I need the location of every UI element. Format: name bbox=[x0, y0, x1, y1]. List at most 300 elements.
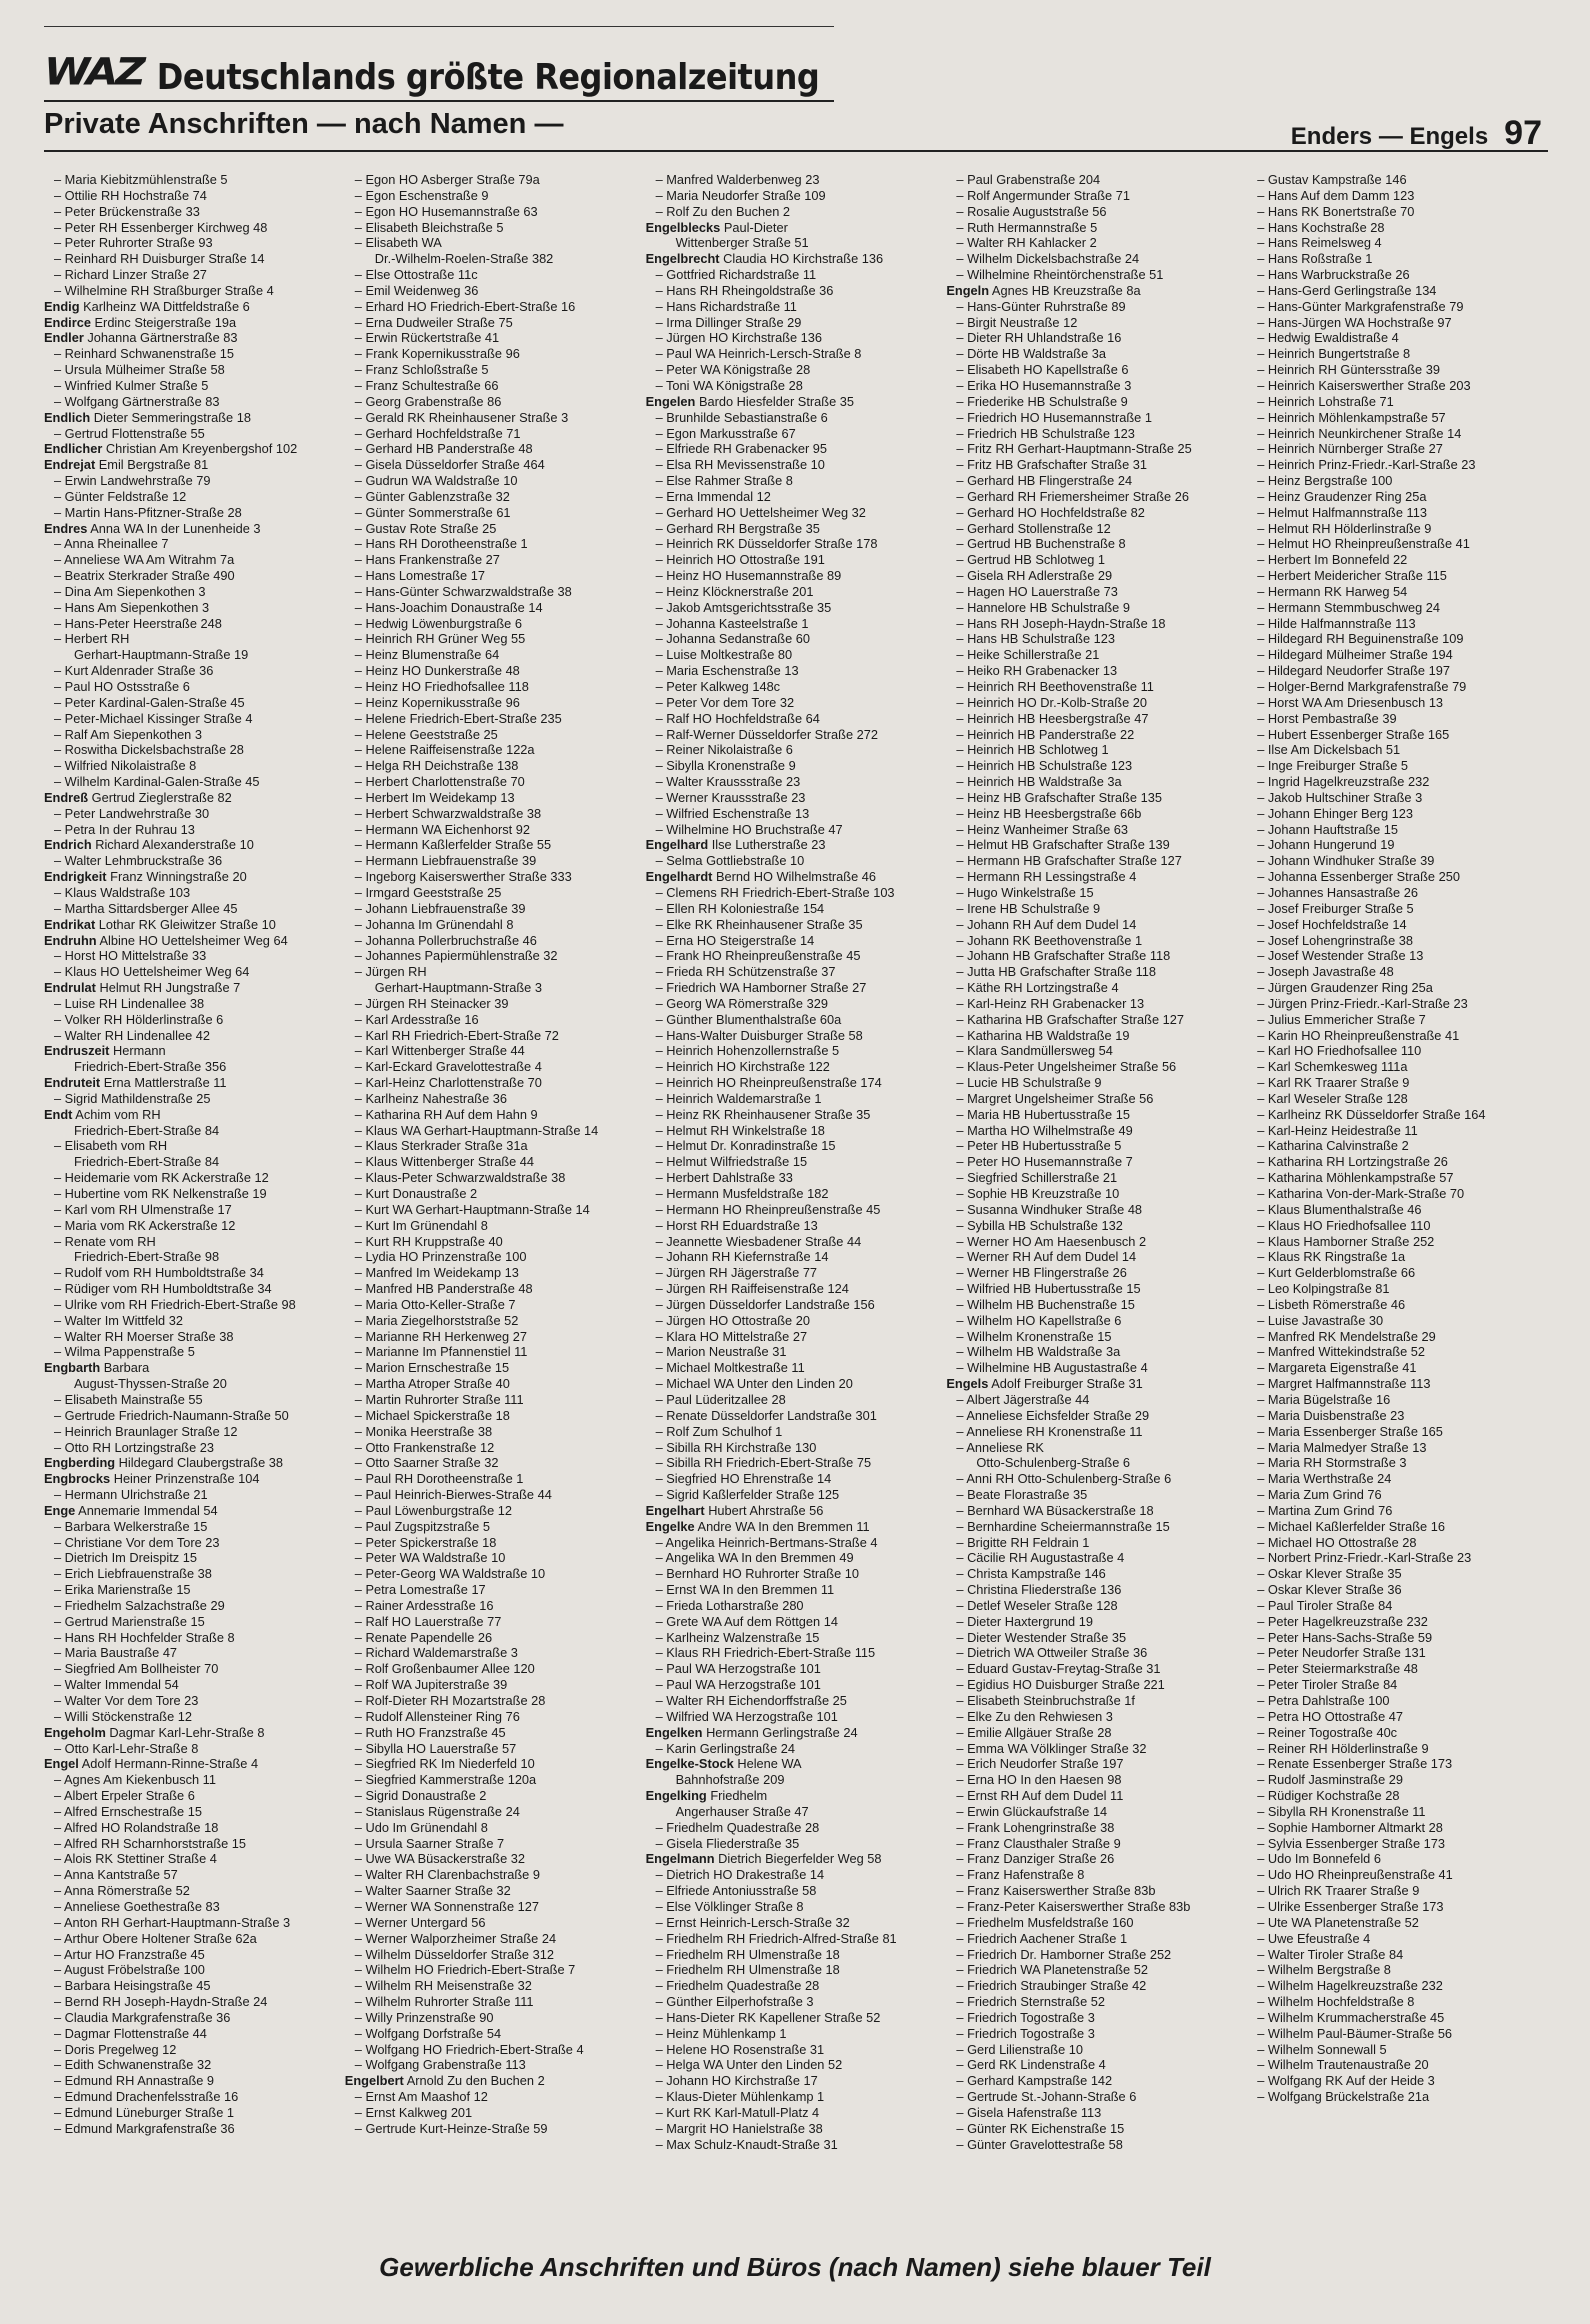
directory-entry bbox=[1247, 869, 1540, 885]
directory-entry bbox=[44, 2057, 337, 2073]
directory-entry bbox=[646, 1836, 939, 1852]
directory-entry bbox=[946, 980, 1239, 996]
entry-text: – Ulrich RK Traarer Straße 9 bbox=[1257, 1883, 1420, 1899]
directory-entry bbox=[1247, 727, 1540, 743]
surname: Engelke-Stock bbox=[645, 1756, 734, 1772]
entry-text: – Herbert Schwarzwaldstraße 38 bbox=[354, 805, 542, 821]
entry-text: – Gustav Rote Straße 25 bbox=[354, 520, 497, 536]
entry-text: – Renate Düsseldorfer Landstraße 301 bbox=[655, 1407, 877, 1423]
directory-entry bbox=[345, 1947, 638, 1963]
entry-text: – Sylvia Essenberger Straße 173 bbox=[1257, 1835, 1445, 1851]
entry-text: – Ralf HO Lauerstraße 77 bbox=[354, 1613, 502, 1629]
directory-entry bbox=[646, 806, 939, 822]
directory-entry bbox=[345, 172, 638, 188]
entry-text: – Erich Neudorfer Straße 197 bbox=[956, 1756, 1124, 1772]
entry-text: – Hans-Günter Markgrafenstraße 79 bbox=[1257, 298, 1464, 314]
directory-entry bbox=[946, 220, 1239, 236]
entry-text: – Frieda Lotharstraße 280 bbox=[655, 1597, 804, 1613]
entry-text: – Ottilie RH Hochstraße 74 bbox=[54, 187, 207, 203]
directory-entry bbox=[345, 1107, 638, 1123]
directory-column-1 bbox=[44, 172, 345, 2152]
directory-entry bbox=[1247, 536, 1540, 552]
entry-text: – Oskar Klever Straße 36 bbox=[1257, 1582, 1402, 1598]
entry-text: – Ralf-Werner Düsseldorfer Straße 272 bbox=[655, 726, 878, 742]
entry-text: – Leo Kolpingstraße 81 bbox=[1257, 1281, 1390, 1297]
directory-entry bbox=[646, 1376, 939, 1392]
entry-text: – Gisela Düsseldorfer Straße 464 bbox=[354, 457, 545, 473]
entry-text: – Kurt Gelderblomstraße 66 bbox=[1257, 1265, 1416, 1281]
entry-text: Emil Bergstraße 81 bbox=[98, 457, 209, 473]
entry-text: – Herbert Im Bonnefeld 22 bbox=[1257, 552, 1408, 568]
entry-text: – Werner Untergard 56 bbox=[354, 1914, 486, 1930]
page-number: 97 bbox=[1504, 114, 1542, 152]
directory-entry bbox=[646, 1804, 939, 1820]
entry-text: – Michael Kaßlerfelder Straße 16 bbox=[1257, 1518, 1445, 1534]
entry-text: – Gerd Lilienstraße 10 bbox=[956, 2041, 1084, 2057]
directory-entry bbox=[946, 1709, 1239, 1725]
directory-entry bbox=[946, 1883, 1239, 1899]
entry-text: – Gerald RK Rheinhausener Straße 3 bbox=[354, 409, 569, 425]
directory-entry bbox=[946, 790, 1239, 806]
directory-entry bbox=[646, 1947, 939, 1963]
directory-entry bbox=[946, 2042, 1239, 2058]
entry-text: – Gertrud HB Schlotweg 1 bbox=[956, 552, 1106, 568]
entry-text: – Heinz Bergstraße 100 bbox=[1257, 473, 1393, 489]
entry-text: – Martha Sittardsberger Allee 45 bbox=[54, 900, 238, 916]
entry-text: – Heinrich Prinz-Friedr.-Karl-Straße 23 bbox=[1257, 457, 1476, 473]
directory-entry bbox=[44, 663, 337, 679]
directory-entry bbox=[646, 790, 939, 806]
directory-entry bbox=[345, 1360, 638, 1376]
entry-text: – Elke Zu den Rehwiesen 3 bbox=[956, 1708, 1113, 1724]
entry-text: – Johann HO Kirchstraße 17 bbox=[655, 2073, 818, 2089]
entry-text: – Beate Florastraße 35 bbox=[956, 1487, 1088, 1503]
directory-entry bbox=[44, 727, 337, 743]
entry-text: – Maria Werthstraße 24 bbox=[1257, 1471, 1392, 1487]
directory-entry bbox=[44, 1138, 337, 1154]
directory-entry bbox=[1247, 901, 1540, 917]
directory-entry bbox=[646, 1281, 939, 1297]
entry-text: – Erna HO In den Haesen 98 bbox=[956, 1772, 1122, 1788]
directory-entry bbox=[345, 996, 638, 1012]
directory-entry bbox=[646, 1645, 939, 1661]
directory-entry bbox=[44, 1550, 337, 1566]
entry-text: – Willy Prinzenstraße 90 bbox=[354, 2009, 494, 2025]
directory-entry bbox=[1247, 1741, 1540, 1757]
directory-entry bbox=[345, 1566, 638, 1582]
directory-entry bbox=[1247, 1851, 1540, 1867]
directory-entry bbox=[1247, 885, 1540, 901]
entry-text: – Horst HO Mittelstraße 33 bbox=[54, 948, 207, 964]
entry-text: – Sigrid Mathildenstraße 25 bbox=[54, 1090, 211, 1106]
directory-entry bbox=[646, 394, 939, 410]
entry-text: – Friedhelm Quadestraße 28 bbox=[655, 1978, 820, 1994]
directory-entry bbox=[44, 505, 337, 521]
entry-text: – Hans Warbruckstraße 26 bbox=[1257, 267, 1410, 283]
entry-text: – Dagmar Flottenstraße 44 bbox=[54, 2025, 207, 2041]
directory-entry bbox=[946, 521, 1239, 537]
surname: Engbrocks bbox=[44, 1471, 111, 1487]
directory-entry bbox=[646, 1725, 939, 1741]
entry-text: – Dietrich Im Dreispitz 15 bbox=[54, 1550, 197, 1566]
directory-entry bbox=[345, 1075, 638, 1091]
entry-text: – Agnes Am Kiekenbusch 11 bbox=[54, 1772, 216, 1788]
entry-text: – Jürgen Düsseldorfer Landstraße 156 bbox=[655, 1296, 875, 1312]
entry-text: – Walter Lehmbruckstraße 36 bbox=[54, 853, 223, 869]
entry-text: – Lisbeth Römerstraße 46 bbox=[1257, 1296, 1406, 1312]
directory-entry bbox=[646, 2105, 939, 2121]
directory-entry bbox=[646, 1772, 939, 1788]
entry-text: – Friederike HB Schulstraße 9 bbox=[956, 393, 1128, 409]
entry-text: – Heinz HO Friedhofsallee 118 bbox=[354, 679, 529, 694]
entry-text: – Gisela Fliederstraße 35 bbox=[655, 1835, 800, 1851]
directory-entry bbox=[44, 1978, 337, 1994]
entry-text: – Hildegard RH Beguinenstraße 109 bbox=[1257, 631, 1464, 647]
directory-entry bbox=[44, 473, 337, 489]
entry-text: – Selma Gottliebstraße 10 bbox=[655, 853, 805, 869]
entry-text: – Gudrun WA Waldstraße 10 bbox=[354, 473, 518, 489]
directory-entry bbox=[44, 1915, 337, 1931]
directory-entry bbox=[646, 1249, 939, 1265]
entry-text: – Margareta Eigenstraße 41 bbox=[1257, 1360, 1417, 1376]
directory-entry bbox=[345, 1297, 638, 1313]
directory-entry bbox=[1247, 1535, 1540, 1551]
entry-text: – Christina Fliederstraße 136 bbox=[956, 1582, 1122, 1598]
entry-text: – Manfred RK Mendelstraße 29 bbox=[1257, 1328, 1436, 1344]
directory-entry bbox=[646, 378, 939, 394]
entry-text: – Helmut Wilfriedstraße 15 bbox=[655, 1154, 808, 1170]
directory-entry bbox=[1247, 790, 1540, 806]
directory-entry bbox=[946, 251, 1239, 267]
directory-entry bbox=[345, 1661, 638, 1677]
directory-entry bbox=[1247, 1978, 1540, 1994]
directory-column-5 bbox=[1247, 172, 1548, 2152]
directory-entry bbox=[345, 1519, 638, 1535]
directory-entry bbox=[44, 1756, 337, 1772]
entry-text: – Rudolf Jasminstraße 29 bbox=[1257, 1772, 1403, 1788]
directory-entry bbox=[646, 235, 939, 251]
directory-entry bbox=[646, 727, 939, 743]
entry-text: – Ruth Hermannstraße 5 bbox=[956, 219, 1098, 235]
directory-entry bbox=[345, 1059, 638, 1075]
directory-entry bbox=[946, 2121, 1239, 2137]
directory-entry bbox=[946, 536, 1239, 552]
directory-entry bbox=[1247, 948, 1540, 964]
entry-text: – Friedrich WA Planetenstraße 52 bbox=[956, 1962, 1148, 1978]
directory-entry bbox=[1247, 806, 1540, 822]
entry-text: Erdinc Steigerstraße 19a bbox=[94, 314, 237, 330]
entry-text: – Rüdiger vom RH Humboldtstraße 34 bbox=[54, 1281, 272, 1297]
directory-entry bbox=[646, 1788, 939, 1804]
masthead bbox=[44, 44, 819, 96]
entry-text: – Jürgen HO Kirchstraße 136 bbox=[655, 330, 823, 346]
entry-text: Bernd HO Wilhelmstraße 46 bbox=[716, 869, 877, 885]
directory-entry bbox=[44, 1725, 337, 1741]
directory-entry bbox=[1247, 663, 1540, 679]
directory-entry bbox=[646, 1899, 939, 1915]
directory-entry bbox=[44, 2042, 337, 2058]
entry-text: – Helmut Dr. Konradinstraße 15 bbox=[655, 1138, 836, 1154]
directory-entry bbox=[646, 1867, 939, 1883]
entry-text: – Werner Kraussstraße 23 bbox=[655, 789, 806, 805]
directory-entry bbox=[345, 2042, 638, 2058]
directory-entry bbox=[1247, 600, 1540, 616]
directory-entry bbox=[1247, 1249, 1540, 1265]
directory-entry bbox=[345, 362, 638, 378]
directory-entry bbox=[946, 837, 1239, 853]
entry-text: – Wilfried Eschenstraße 13 bbox=[655, 805, 810, 821]
entry-text: – Gertrud HB Buchenstraße 8 bbox=[956, 536, 1126, 552]
directory-entry bbox=[44, 1028, 337, 1044]
entry-text: – Heiko RH Grabenacker 13 bbox=[956, 663, 1118, 679]
directory-entry bbox=[345, 378, 638, 394]
entry-text: – Emil Weidenweg 36 bbox=[354, 282, 479, 298]
entry-text: – Clemens RH Friedrich-Ebert-Straße 103 bbox=[655, 884, 895, 900]
directory-entry bbox=[946, 647, 1239, 663]
directory-entry bbox=[1247, 1170, 1540, 1186]
entry-text: – Johann RH Auf dem Dudel 14 bbox=[956, 916, 1137, 932]
entry-text: – Peter WA Königstraße 28 bbox=[655, 362, 811, 378]
entry-text: – Peter Tiroler Straße 84 bbox=[1257, 1677, 1398, 1693]
directory-entry bbox=[946, 1154, 1239, 1170]
directory-entry bbox=[946, 1059, 1239, 1075]
entry-text: – Richard Linzer Straße 27 bbox=[54, 267, 207, 283]
entry-text: – Gerhard Kampstraße 142 bbox=[956, 2073, 1113, 2089]
entry-text: – Maria Eschenstraße 13 bbox=[655, 663, 799, 679]
entry-text: – Gisela Hafenstraße 113 bbox=[956, 2104, 1102, 2120]
directory-entry bbox=[946, 1012, 1239, 1028]
entry-text: – Werner HO Am Haesenbusch 2 bbox=[956, 1233, 1147, 1249]
directory-entry bbox=[345, 2121, 638, 2137]
directory-entry bbox=[44, 552, 337, 568]
directory-entry bbox=[345, 1994, 638, 2010]
entry-text: – Friedrich WA Hamborner Straße 27 bbox=[655, 980, 867, 996]
directory-entry bbox=[646, 1741, 939, 1757]
directory-entry bbox=[345, 1487, 638, 1503]
directory-entry bbox=[44, 1598, 337, 1614]
directory-entry bbox=[646, 822, 939, 838]
entry-text: – Dietrich WA Ottweiler Straße 36 bbox=[956, 1645, 1148, 1661]
entry-text: – Sibilla RH Friedrich-Ebert-Straße 75 bbox=[655, 1455, 872, 1471]
surname: Engel bbox=[44, 1756, 79, 1772]
entry-text: – Reinhard Schwanenstraße 15 bbox=[54, 346, 234, 362]
directory-entry bbox=[345, 2105, 638, 2121]
entry-text: Johanna Gärtnerstraße 83 bbox=[87, 330, 238, 346]
directory-entry bbox=[946, 299, 1239, 315]
directory-entry bbox=[1247, 1123, 1540, 1139]
directory-entry bbox=[946, 1249, 1239, 1265]
surname: Endrulat bbox=[44, 980, 96, 996]
directory-entry bbox=[1247, 853, 1540, 869]
directory-entry bbox=[646, 251, 939, 267]
entry-text: – Hugo Winkelstraße 15 bbox=[956, 884, 1094, 900]
entry-text: – Wilfried HB Hubertusstraße 15 bbox=[956, 1281, 1141, 1297]
directory-entry bbox=[44, 299, 337, 315]
entry-text: – Ernst Heinrich-Lersch-Straße 32 bbox=[655, 1914, 850, 1930]
directory-entry bbox=[946, 853, 1239, 869]
directory-entry bbox=[946, 1471, 1239, 1487]
directory-entry bbox=[946, 362, 1239, 378]
directory-entry bbox=[345, 1186, 638, 1202]
entry-text: – Uwe WA Büsackerstraße 32 bbox=[354, 1851, 526, 1867]
directory-entry bbox=[44, 1091, 337, 1107]
entry-text: – Reinhard RH Duisburger Straße 14 bbox=[54, 251, 265, 267]
entry-text: – Josef Westender Straße 13 bbox=[1257, 948, 1424, 964]
directory-entry bbox=[1247, 1234, 1540, 1250]
directory-entry bbox=[44, 1994, 337, 2010]
directory-entry bbox=[946, 473, 1239, 489]
directory-entry bbox=[646, 1424, 939, 1440]
directory-entry bbox=[646, 568, 939, 584]
entry-text: – Gerhard HB Panderstraße 48 bbox=[354, 441, 533, 457]
entry-text: – Ursula Mülheimer Straße 58 bbox=[54, 362, 225, 378]
directory-entry bbox=[44, 1123, 337, 1139]
entry-text: – Paul Grabenstraße 204 bbox=[956, 172, 1101, 187]
entry-text: – Erna HO Steigerstraße 14 bbox=[655, 932, 815, 948]
directory-entry bbox=[646, 774, 939, 790]
entry-text: – Wilhelm Dickelsbachstraße 24 bbox=[956, 251, 1140, 267]
entry-text: – Katharina Calvinstraße 2 bbox=[1257, 1138, 1409, 1154]
entry-text: – Peter Steiermarkstraße 48 bbox=[1257, 1661, 1418, 1677]
entry-text: – Paul Tiroler Straße 84 bbox=[1257, 1597, 1393, 1613]
entry-text: Gertrud Zieglerstraße 82 bbox=[91, 789, 232, 805]
directory-entry bbox=[44, 758, 337, 774]
entry-text: – Albert Jägerstraße 44 bbox=[956, 1391, 1090, 1407]
entry-text: – Hermann RH Lessingstraße 4 bbox=[956, 869, 1137, 885]
directory-entry bbox=[646, 457, 939, 473]
entry-text: – August Fröbelstraße 100 bbox=[54, 1962, 205, 1978]
directory-entry bbox=[345, 1424, 638, 1440]
directory-entry bbox=[946, 1297, 1239, 1313]
entry-text: – Herbert Charlottenstraße 70 bbox=[354, 774, 525, 790]
directory-entry bbox=[646, 1962, 939, 1978]
directory-entry bbox=[1247, 172, 1540, 188]
entry-text: – Paul WA Heinrich-Lersch-Straße 8 bbox=[655, 346, 862, 362]
directory-entry bbox=[946, 441, 1239, 457]
top-rule bbox=[44, 26, 834, 27]
entry-text: – Hildegard Neudorfer Straße 197 bbox=[1257, 663, 1450, 679]
entry-text: – Ulrike Essenberger Straße 173 bbox=[1257, 1898, 1444, 1914]
surname: Endt bbox=[44, 1106, 73, 1122]
directory-entry bbox=[345, 1867, 638, 1883]
directory-entry bbox=[946, 568, 1239, 584]
entry-text: – Gisela RH Adlerstraße 29 bbox=[956, 568, 1113, 584]
entry-text: – Maria Duisbenstraße 23 bbox=[1257, 1407, 1405, 1423]
entry-text: Albine HO Uettelsheimer Weg 64 bbox=[99, 932, 288, 948]
entry-text: – Werner Walporzheimer Straße 24 bbox=[354, 1930, 557, 1946]
entry-text: – Günther Blumenthalstraße 60a bbox=[655, 1011, 842, 1027]
entry-text: – Marianne RH Herkenweg 27 bbox=[354, 1328, 527, 1344]
directory-entry bbox=[44, 695, 337, 711]
entry-text: – Jürgen RH Raiffeisenstraße 124 bbox=[655, 1281, 849, 1297]
entry-text: – Johanna Kasteelstraße 1 bbox=[655, 615, 809, 631]
directory-entry bbox=[946, 2073, 1239, 2089]
directory-entry bbox=[345, 330, 638, 346]
entry-text: – Gertrude Kurt-Heinze-Straße 59 bbox=[354, 2120, 548, 2136]
entry-text: – Wolfgang Gärtnerstraße 83 bbox=[54, 393, 220, 409]
directory-entry bbox=[44, 1265, 337, 1281]
entry-text: – Herbert Im Weidekamp 13 bbox=[354, 789, 515, 805]
entry-text: – Dieter Haxtergrund 19 bbox=[956, 1613, 1093, 1629]
directory-entry bbox=[345, 283, 638, 299]
entry-text: – Udo Im Bonnefeld 6 bbox=[1257, 1851, 1381, 1867]
entry-text: – Heinrich HO Kirchstraße 122 bbox=[655, 1059, 830, 1075]
entry-text: Bahnhofstraße 209 bbox=[675, 1772, 785, 1788]
directory-entry bbox=[946, 2057, 1239, 2073]
directory-entry bbox=[1247, 1360, 1540, 1376]
directory-entry bbox=[1247, 996, 1540, 1012]
entry-text: – Klaus Hamborner Straße 252 bbox=[1257, 1233, 1435, 1249]
entry-text: – Elisabeth Bleichstraße 5 bbox=[354, 219, 504, 235]
entry-text: – Wilhelmine Rheintörchenstraße 51 bbox=[956, 267, 1164, 283]
entry-text: – Friedrich Straubinger Straße 42 bbox=[956, 1978, 1147, 1994]
entry-text: – Winfried Kulmer Straße 5 bbox=[54, 377, 209, 393]
entry-text: – Arthur Obere Holtener Straße 62a bbox=[54, 1930, 257, 1946]
entry-text: Adolf Freiburger Straße 31 bbox=[991, 1376, 1143, 1392]
directory-entry bbox=[946, 283, 1239, 299]
directory-entry bbox=[646, 330, 939, 346]
entry-text: – Maria Kiebitzmühlenstraße 5 bbox=[54, 172, 228, 187]
directory-entry bbox=[646, 1440, 939, 1456]
directory-entry bbox=[1247, 980, 1540, 996]
entry-text: – Wilhelm RH Meisenstraße 32 bbox=[354, 1978, 532, 1994]
entry-text: – Cäcilie RH Augustastraße 4 bbox=[956, 1550, 1125, 1566]
directory-entry bbox=[1247, 2042, 1540, 2058]
directory-entry bbox=[646, 1598, 939, 1614]
directory-entry bbox=[44, 283, 337, 299]
directory-entry bbox=[646, 584, 939, 600]
directory-entry bbox=[646, 631, 939, 647]
directory-entry bbox=[345, 790, 638, 806]
directory-entry bbox=[946, 616, 1239, 632]
entry-text: – Siegfried RK Im Niederfeld 10 bbox=[354, 1756, 535, 1772]
entry-text: – Friedrich HO Husemannstraße 1 bbox=[956, 409, 1152, 425]
directory-entry bbox=[345, 885, 638, 901]
directory-entry bbox=[44, 315, 337, 331]
entry-text: – Gertrud Flottenstraße 55 bbox=[54, 425, 205, 441]
entry-text: – Maria Zum Grind 76 bbox=[1257, 1487, 1382, 1503]
entry-text: – Friedhelm Salzachstraße 29 bbox=[54, 1597, 225, 1613]
directory-entry bbox=[345, 1440, 638, 1456]
directory-entry bbox=[946, 901, 1239, 917]
entry-text: – Friedrich Togostraße 3 bbox=[956, 2009, 1095, 2025]
directory-entry bbox=[44, 251, 337, 267]
entry-text: Anna WA In der Lunenheide 3 bbox=[90, 520, 261, 536]
entry-text: – Günter Feldstraße 12 bbox=[54, 488, 187, 504]
entry-text: – Jürgen Prinz-Friedr.-Karl-Straße 23 bbox=[1257, 995, 1468, 1011]
entry-text: – Rüdiger Kochstraße 28 bbox=[1257, 1788, 1400, 1804]
directory-entry bbox=[44, 1424, 337, 1440]
directory-entry bbox=[345, 1899, 638, 1915]
directory-entry bbox=[946, 1566, 1239, 1582]
entry-text: – Klaus RH Friedrich-Ebert-Straße 115 bbox=[655, 1645, 876, 1661]
entry-text: Franz Winningstraße 20 bbox=[110, 869, 247, 885]
directory-entry bbox=[646, 473, 939, 489]
entry-text: – Hermann Ulrichstraße 21 bbox=[54, 1487, 208, 1503]
entry-text: – Peter-Michael Kissinger Straße 4 bbox=[54, 710, 253, 726]
directory-entry bbox=[646, 1154, 939, 1170]
directory-entry bbox=[646, 172, 939, 188]
directory-entry bbox=[946, 330, 1239, 346]
surname: Endres bbox=[44, 520, 88, 536]
directory-entry bbox=[646, 1820, 939, 1836]
directory-entry bbox=[44, 901, 337, 917]
entry-text: – Karl Ardesstraße 16 bbox=[354, 1011, 479, 1027]
directory-entry bbox=[646, 1677, 939, 1693]
entry-text: – Klara HO Mittelstraße 27 bbox=[655, 1328, 808, 1344]
directory-entry bbox=[44, 853, 337, 869]
directory-entry bbox=[646, 1455, 939, 1471]
